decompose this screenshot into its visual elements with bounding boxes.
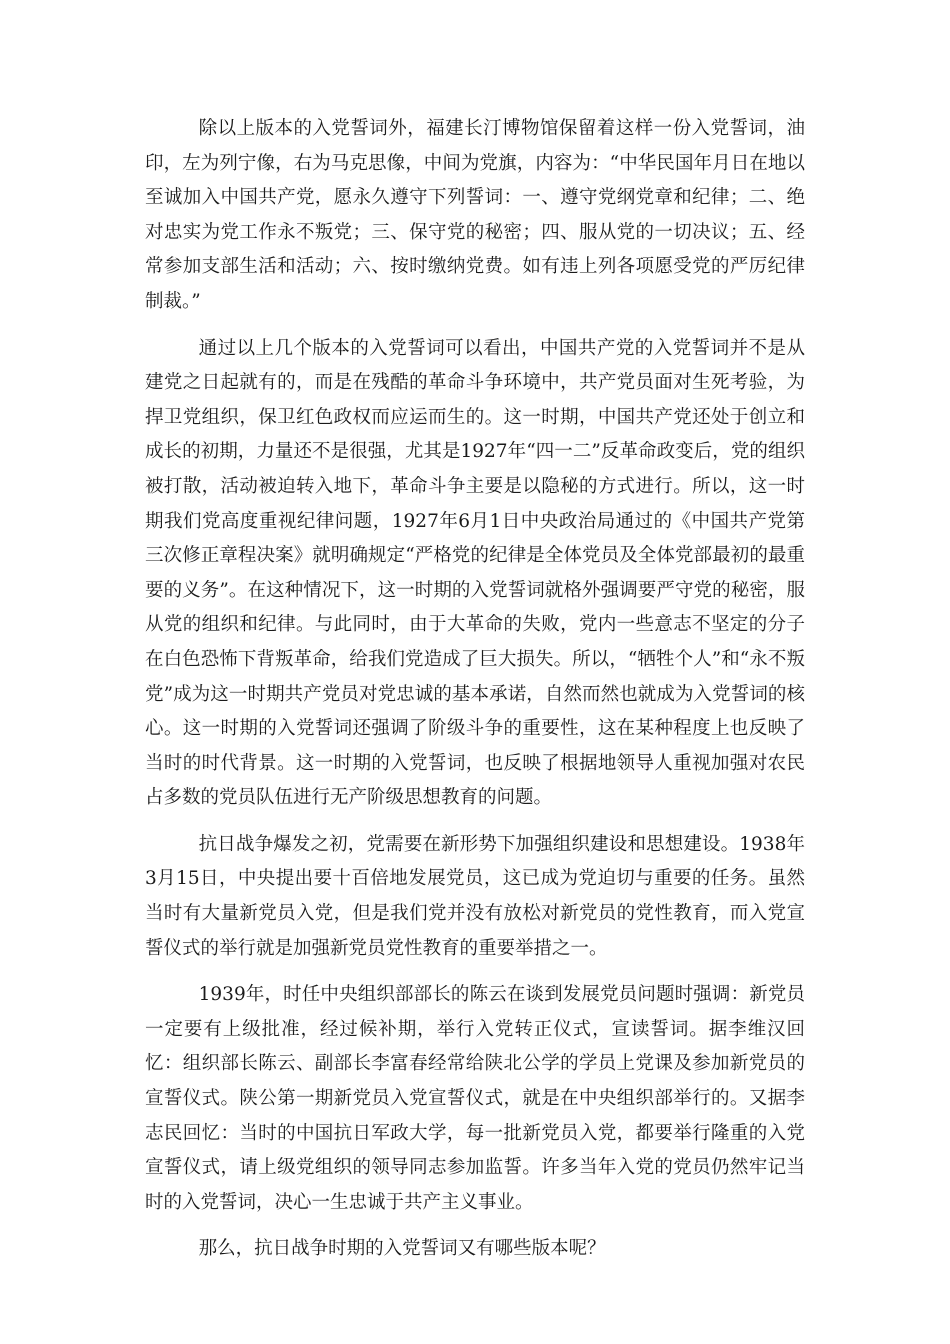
- paragraph-chen-yun-1939: 1939年，时任中央组织部部长的陈云在谈到发展党员问题时强调：新党员一定要有上级批准，经过候补期，举行入党转正仪式，宣读誓词。据李维汉回忆：组织部长陈云、副部长李富春经常给陕北公学的学员上党课及参加新党员的宣誓仪式。陕公第一期新党员入党宣誓仪式，就是在中央组织部举行的。又据李志民回忆：当时的中国抗日军政大学，每一批新党员入党，都要举行隆重的入党宣誓仪式，请上级党组织的领导同志参加监誓。许多当年入党的党员仍然牢记当时的入党誓词，决心一生忠诚于共产主义事业。: [145, 984, 805, 1213]
- paragraph-question: 那么，抗日战争时期的入党誓词又有哪些版本呢？: [198, 1238, 606, 1260]
- paragraph-changting-oath: 除以上版本的入党誓词外，福建长汀博物馆保留着这样一份入党誓词，油印，左为列宁像，右为马克思像，中间为党旗，内容为：“中华民国年月日在地以至诚加入中国共产党，愿永久遵守下列誓词：一、遵守党纲党章和纪律；二、绝对忠实为党工作永不叛党；三、保守党的秘密；四、服从党的一切决议；五、经常参加支部生活和活动；六、按时缴纳党费。如有违上列各项愿受党的严厉纪律制裁。”: [145, 118, 805, 312]
- paragraph-oath-analysis: 通过以上几个版本的入党誓词可以看出，中国共产党的入党誓词并不是从建党之日起就有的，而是在残酷的革命斗争环境中，共产党员面对生死考验，为捍卫党组织，保卫红色政权而应运而生的。这一时期，中国共产党还处于创立和成长的初期，力量还不是很强，尤其是1927年“四一二”反革命政变后，党的组织被打散，活动被迫转入地下，革命斗争主要是以隐秘的方式进行。所以，这一时期我们党高度重视纪律问题，1927年6月1日中央政治局通过的《中国共产党第三次修正章程决案》就明确规定“严格党的纪律是全体党员及全体党部最初的最重要的义务”。在这种情况下，这一时期的入党誓词就格外强调要严守党的秘密，服从党的组织和纪律。与此同时，由于大革命的失败，党内一些意志不坚定的分子在白色恐怖下背叛革命，给我们党造成了巨大损失。所以，“牺牲个人”和“永不叛党”成为这一时期共产党员对党忠诚的基本承诺，自然而然也就成为入党誓词的核心。这一时期的入党誓词还强调了阶级斗争的重要性，这在某种程度上也反映了当时的时代背景。这一时期的入党誓词，也反映了根据地领导人重视加强对农民占多数的党员队伍进行无产阶级思想教育的问题。: [145, 337, 805, 809]
- document-body: [145, 112, 805, 1267]
- paragraph-anti-japanese-war: 抗日战争爆发之初，党需要在新形势下加强组织建设和思想建设。1938年3月15日，中央提出要十百倍地发展党员，这已成为党迫切与重要的任务。虽然当时有大量新党员入党，但是我们党并没有放松对新党员的党性教育，而入党宣誓仪式的举行就是加强新党员党性教育的重要举措之一。: [145, 833, 805, 959]
